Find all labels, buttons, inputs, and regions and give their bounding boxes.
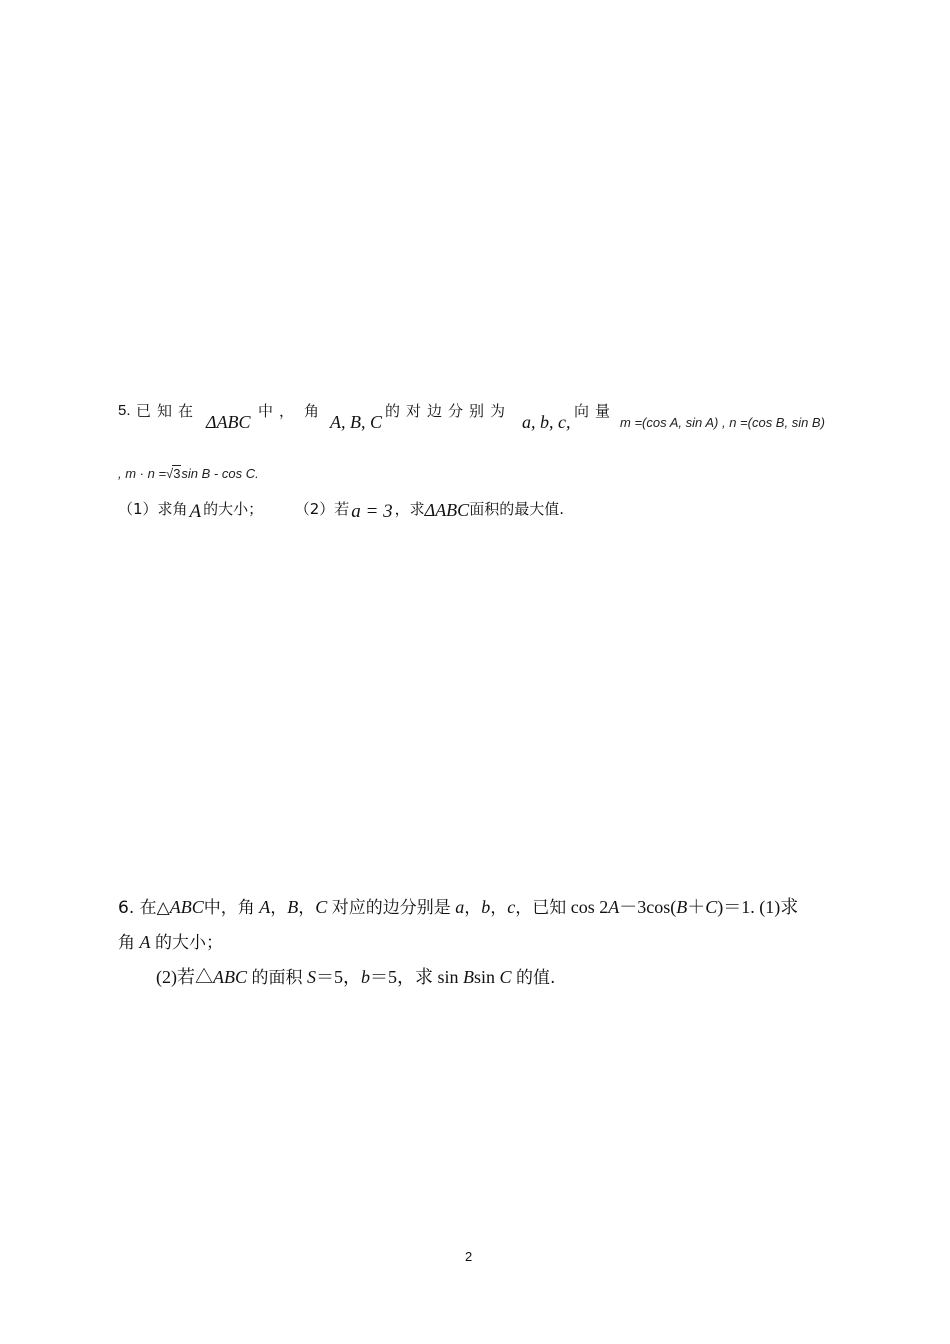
q5-text-3: 角 xyxy=(304,402,326,420)
q5-text-2: 中， xyxy=(258,402,301,420)
q5-number: 5. xyxy=(118,402,131,419)
q6-var: S xyxy=(307,967,316,987)
q5-text-1: 已知在 xyxy=(136,402,200,420)
q6-line-1 xyxy=(118,890,798,925)
q6-var: b xyxy=(481,897,491,917)
q6-text: ，已知 xyxy=(515,898,567,918)
q6-var: C xyxy=(499,967,512,987)
q5-condition xyxy=(118,465,259,481)
q5-sqrt-symbol: √ xyxy=(166,466,174,481)
q6-text: 角 xyxy=(118,933,135,953)
q6-var-abc: ABC xyxy=(213,967,247,987)
q5-condition-pre: , m · n = xyxy=(118,466,167,481)
q5-part1-open: （1）求角 xyxy=(118,500,188,518)
q6-line-3 xyxy=(118,960,798,995)
q6-text: ， xyxy=(490,898,508,918)
q5-triangle: ΔABC xyxy=(206,412,251,432)
q5-text-5: 向量 xyxy=(574,402,617,420)
q6-var: C xyxy=(315,897,328,917)
q6-text: )＝1. (1)求 xyxy=(717,897,799,917)
q5-part2-close: 面积的最大值. xyxy=(469,500,564,518)
q6-text: cos 2 xyxy=(570,897,609,917)
q6-var: A xyxy=(139,932,151,952)
q6-text: －3cos( xyxy=(619,897,677,917)
q6-text: ＝5，求 sin xyxy=(370,967,459,987)
q5-vectors: m =(cos A, sin A) , n =(cos B, sin B) xyxy=(620,415,825,430)
q5-angles: A, B, C xyxy=(330,412,382,432)
q5-sides: a, b, c, xyxy=(522,412,571,432)
q5-text-4: 的对边分别为 xyxy=(385,402,512,420)
q6-var: A xyxy=(259,897,271,917)
q6-text: 的大小； xyxy=(155,933,223,953)
q5-part2-triangle: ΔABC xyxy=(424,500,470,520)
q6-line-2 xyxy=(118,925,798,960)
q5-sqrt-arg: 3 xyxy=(173,466,181,481)
q6-text: ， xyxy=(298,898,316,918)
q5-part2-eq: a = 3 xyxy=(351,501,393,522)
q6-var: B xyxy=(287,897,299,917)
q5-subquestions xyxy=(118,498,564,520)
q5-part1-var: A xyxy=(189,501,202,522)
q6-var: c xyxy=(507,897,516,917)
q6-text: (2)若△ xyxy=(156,967,213,987)
q6-text: 的面积 xyxy=(251,968,303,988)
q6-var: a xyxy=(455,897,465,917)
q5-part2-open: （2）若 xyxy=(294,500,350,518)
page-number: 2 xyxy=(465,1249,473,1264)
q6-var: C xyxy=(705,897,718,917)
q6-text: ＋ xyxy=(687,897,706,917)
q6-text: 对应的边分别是 xyxy=(331,898,451,918)
q5-part1-close: 的大小； xyxy=(203,500,264,518)
q6-text: ， xyxy=(270,898,288,918)
q5-part2-mid: ，求 xyxy=(394,500,425,518)
q6-text: 的值. xyxy=(516,968,556,988)
q6-var: b xyxy=(361,967,370,987)
q6-var: A xyxy=(608,897,620,917)
q6-text: 6. 在△ xyxy=(118,898,170,918)
q6-text: sin xyxy=(474,967,496,987)
q6-var-abc: ABC xyxy=(169,897,204,917)
q5-condition-post: sin B - cos C. xyxy=(181,466,259,481)
q6-var: B xyxy=(676,897,688,917)
q6-var: B xyxy=(463,967,475,987)
question-6 xyxy=(118,890,798,995)
q6-text: 中，角 xyxy=(203,898,255,918)
q6-text: ＝5， xyxy=(316,967,361,987)
q6-text: ， xyxy=(464,898,482,918)
